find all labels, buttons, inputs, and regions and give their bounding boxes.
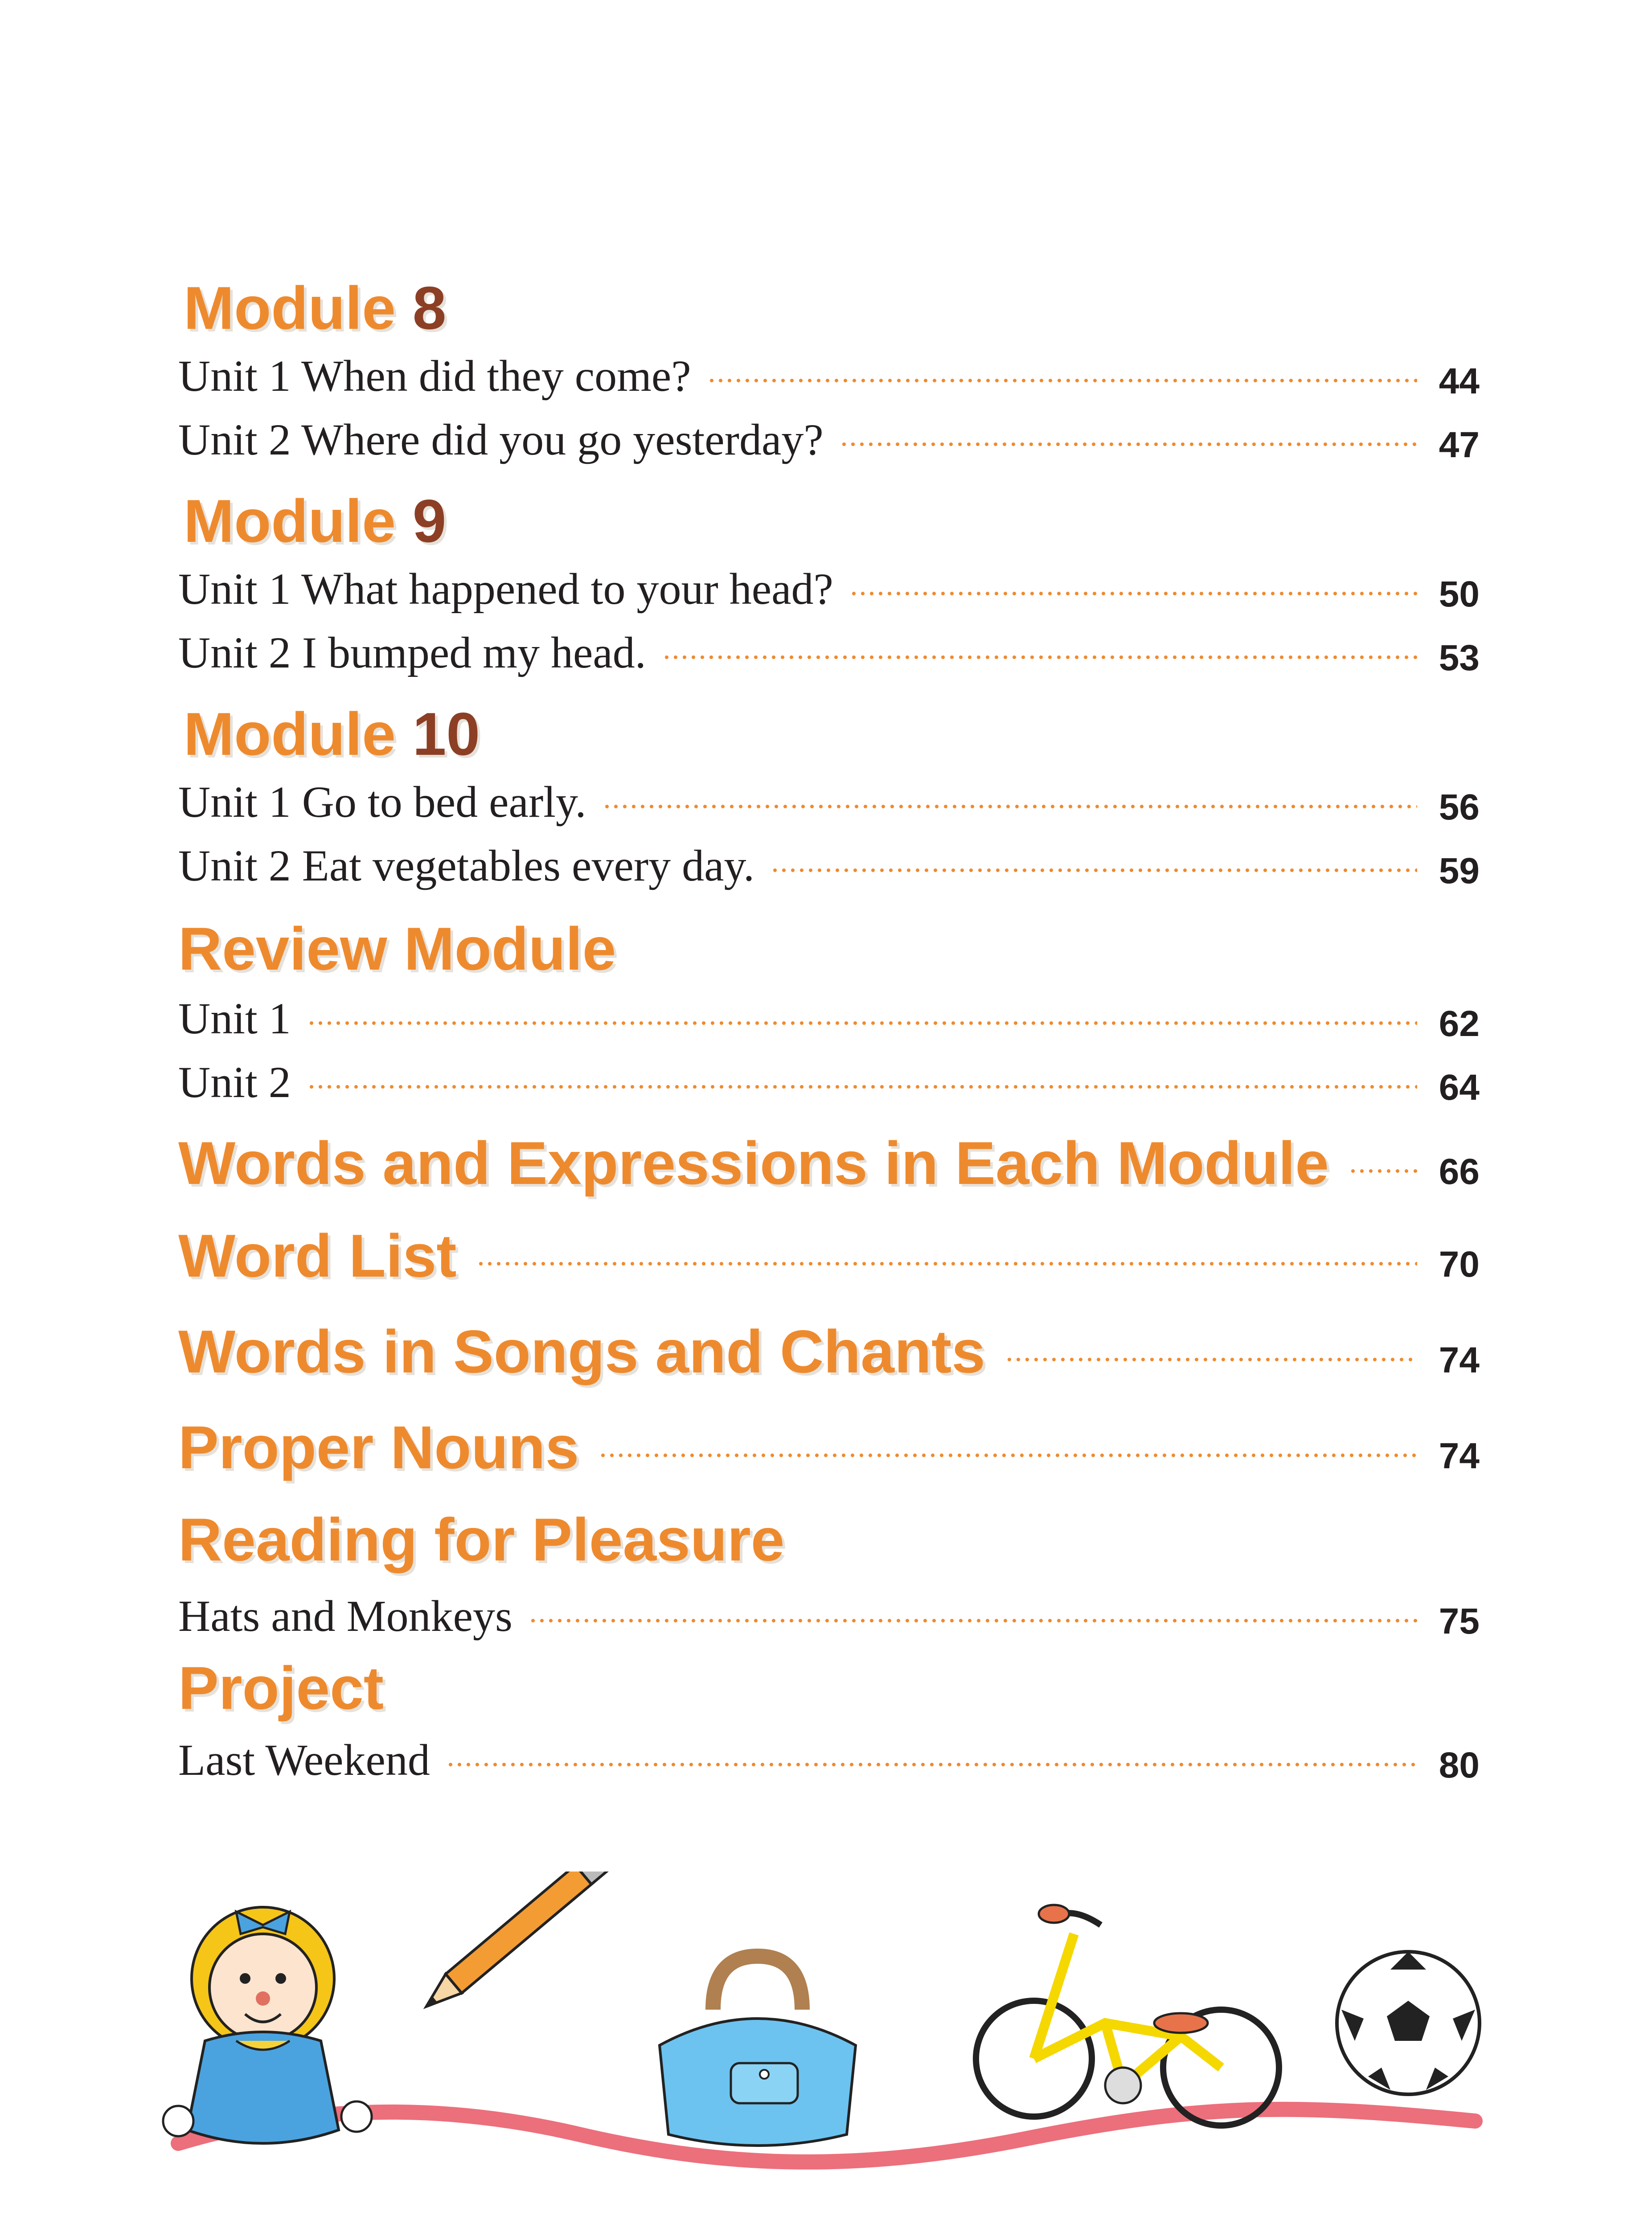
toc-section-entry[interactable]: [178, 1118, 1480, 1208]
module-label: Module: [184, 274, 396, 342]
page-number: 70: [1439, 1244, 1480, 1285]
dot-leader: [662, 655, 1417, 659]
dot-leader: [529, 1618, 1417, 1623]
toc-entry[interactable]: [178, 770, 1480, 834]
dot-leader: [771, 868, 1417, 872]
review-section: [178, 911, 1480, 1114]
dot-leader: [598, 1453, 1417, 1458]
dot-leader: [840, 442, 1417, 446]
page-number: 44: [1439, 360, 1480, 401]
page-number: 53: [1439, 637, 1480, 678]
module-heading: [184, 272, 1480, 344]
page-number: 80: [1439, 1745, 1480, 1786]
table-of-contents: [178, 272, 1480, 1792]
dot-leader: [476, 1261, 1417, 1266]
section-heading: Word List: [178, 1221, 457, 1290]
entry-title: Unit 2 Eat vegetables every day.: [178, 841, 755, 890]
section-heading: Words in Songs and Chants: [178, 1317, 985, 1385]
toc-section-entry[interactable]: [178, 1303, 1480, 1399]
entry-title: Last Weekend: [178, 1735, 430, 1785]
dot-leader: [707, 378, 1417, 383]
page-number: 75: [1439, 1601, 1480, 1642]
reading-section: [178, 1495, 1480, 1648]
review-heading: Review Module: [178, 915, 616, 983]
dot-leader: [1349, 1169, 1417, 1173]
toc-entry[interactable]: [178, 344, 1480, 408]
dot-leader: [849, 591, 1417, 596]
entry-title: Unit 1: [178, 994, 291, 1043]
dot-leader: [1005, 1357, 1417, 1362]
module-number: 8: [412, 274, 447, 342]
toc-section-entry[interactable]: [178, 1208, 1480, 1303]
page-number: 56: [1439, 786, 1480, 827]
module-number: 10: [412, 700, 480, 768]
toc-entry[interactable]: [178, 834, 1480, 897]
page-number: 74: [1439, 1339, 1480, 1380]
bag-icon: [660, 1956, 856, 2146]
page-number: 47: [1439, 424, 1480, 465]
module-heading: [184, 698, 1480, 770]
toc-entry[interactable]: [178, 1728, 1480, 1792]
module-10-section: [178, 698, 1480, 897]
toc-entry[interactable]: [178, 621, 1480, 684]
page-number: 74: [1439, 1435, 1480, 1476]
page-number: 62: [1439, 1003, 1480, 1044]
section-heading: Words and Expressions in Each Module: [178, 1129, 1329, 1197]
page-number: 59: [1439, 850, 1480, 891]
module-heading: [184, 485, 1480, 557]
pencil-icon: [418, 1872, 609, 2016]
toc-entry[interactable]: [178, 408, 1480, 471]
toc-entry[interactable]: [178, 557, 1480, 621]
entry-title: Unit 1 Go to bed early.: [178, 777, 586, 827]
reading-heading: Reading for Pleasure: [178, 1506, 785, 1573]
football-icon: [1337, 1952, 1480, 2094]
page-number: 66: [1439, 1151, 1480, 1192]
entry-title: Unit 1 What happened to your head?: [178, 564, 833, 614]
section-heading: Proper Nouns: [178, 1413, 579, 1481]
dot-leader: [603, 804, 1417, 809]
dot-leader: [307, 1085, 1417, 1089]
entry-title: Unit 2: [178, 1057, 291, 1107]
toc-section-entry[interactable]: [178, 1399, 1480, 1495]
toc-entry[interactable]: [178, 987, 1480, 1050]
entry-title: Unit 2 Where did you go yesterday?: [178, 415, 824, 464]
entry-title: Unit 1 When did they come?: [178, 351, 691, 401]
entry-title: Unit 2 I bumped my head.: [178, 628, 646, 677]
module-number: 9: [412, 487, 447, 555]
project-section: [178, 1648, 1480, 1792]
module-8-section: [178, 272, 1480, 471]
entry-title: Hats and Monkeys: [178, 1591, 512, 1641]
dot-leader: [307, 1021, 1417, 1025]
project-heading: Project: [178, 1654, 384, 1722]
toc-entry[interactable]: [178, 1050, 1480, 1114]
module-label: Module: [184, 700, 396, 768]
dot-leader: [446, 1762, 1417, 1767]
page-number: 50: [1439, 573, 1480, 614]
toc-entry[interactable]: [178, 1584, 1480, 1648]
page-number: 64: [1439, 1067, 1480, 1108]
bicycle-icon: [976, 1905, 1279, 2126]
module-label: Module: [184, 487, 396, 555]
illustration-strip: [0, 1872, 1652, 2183]
module-9-section: [178, 485, 1480, 684]
